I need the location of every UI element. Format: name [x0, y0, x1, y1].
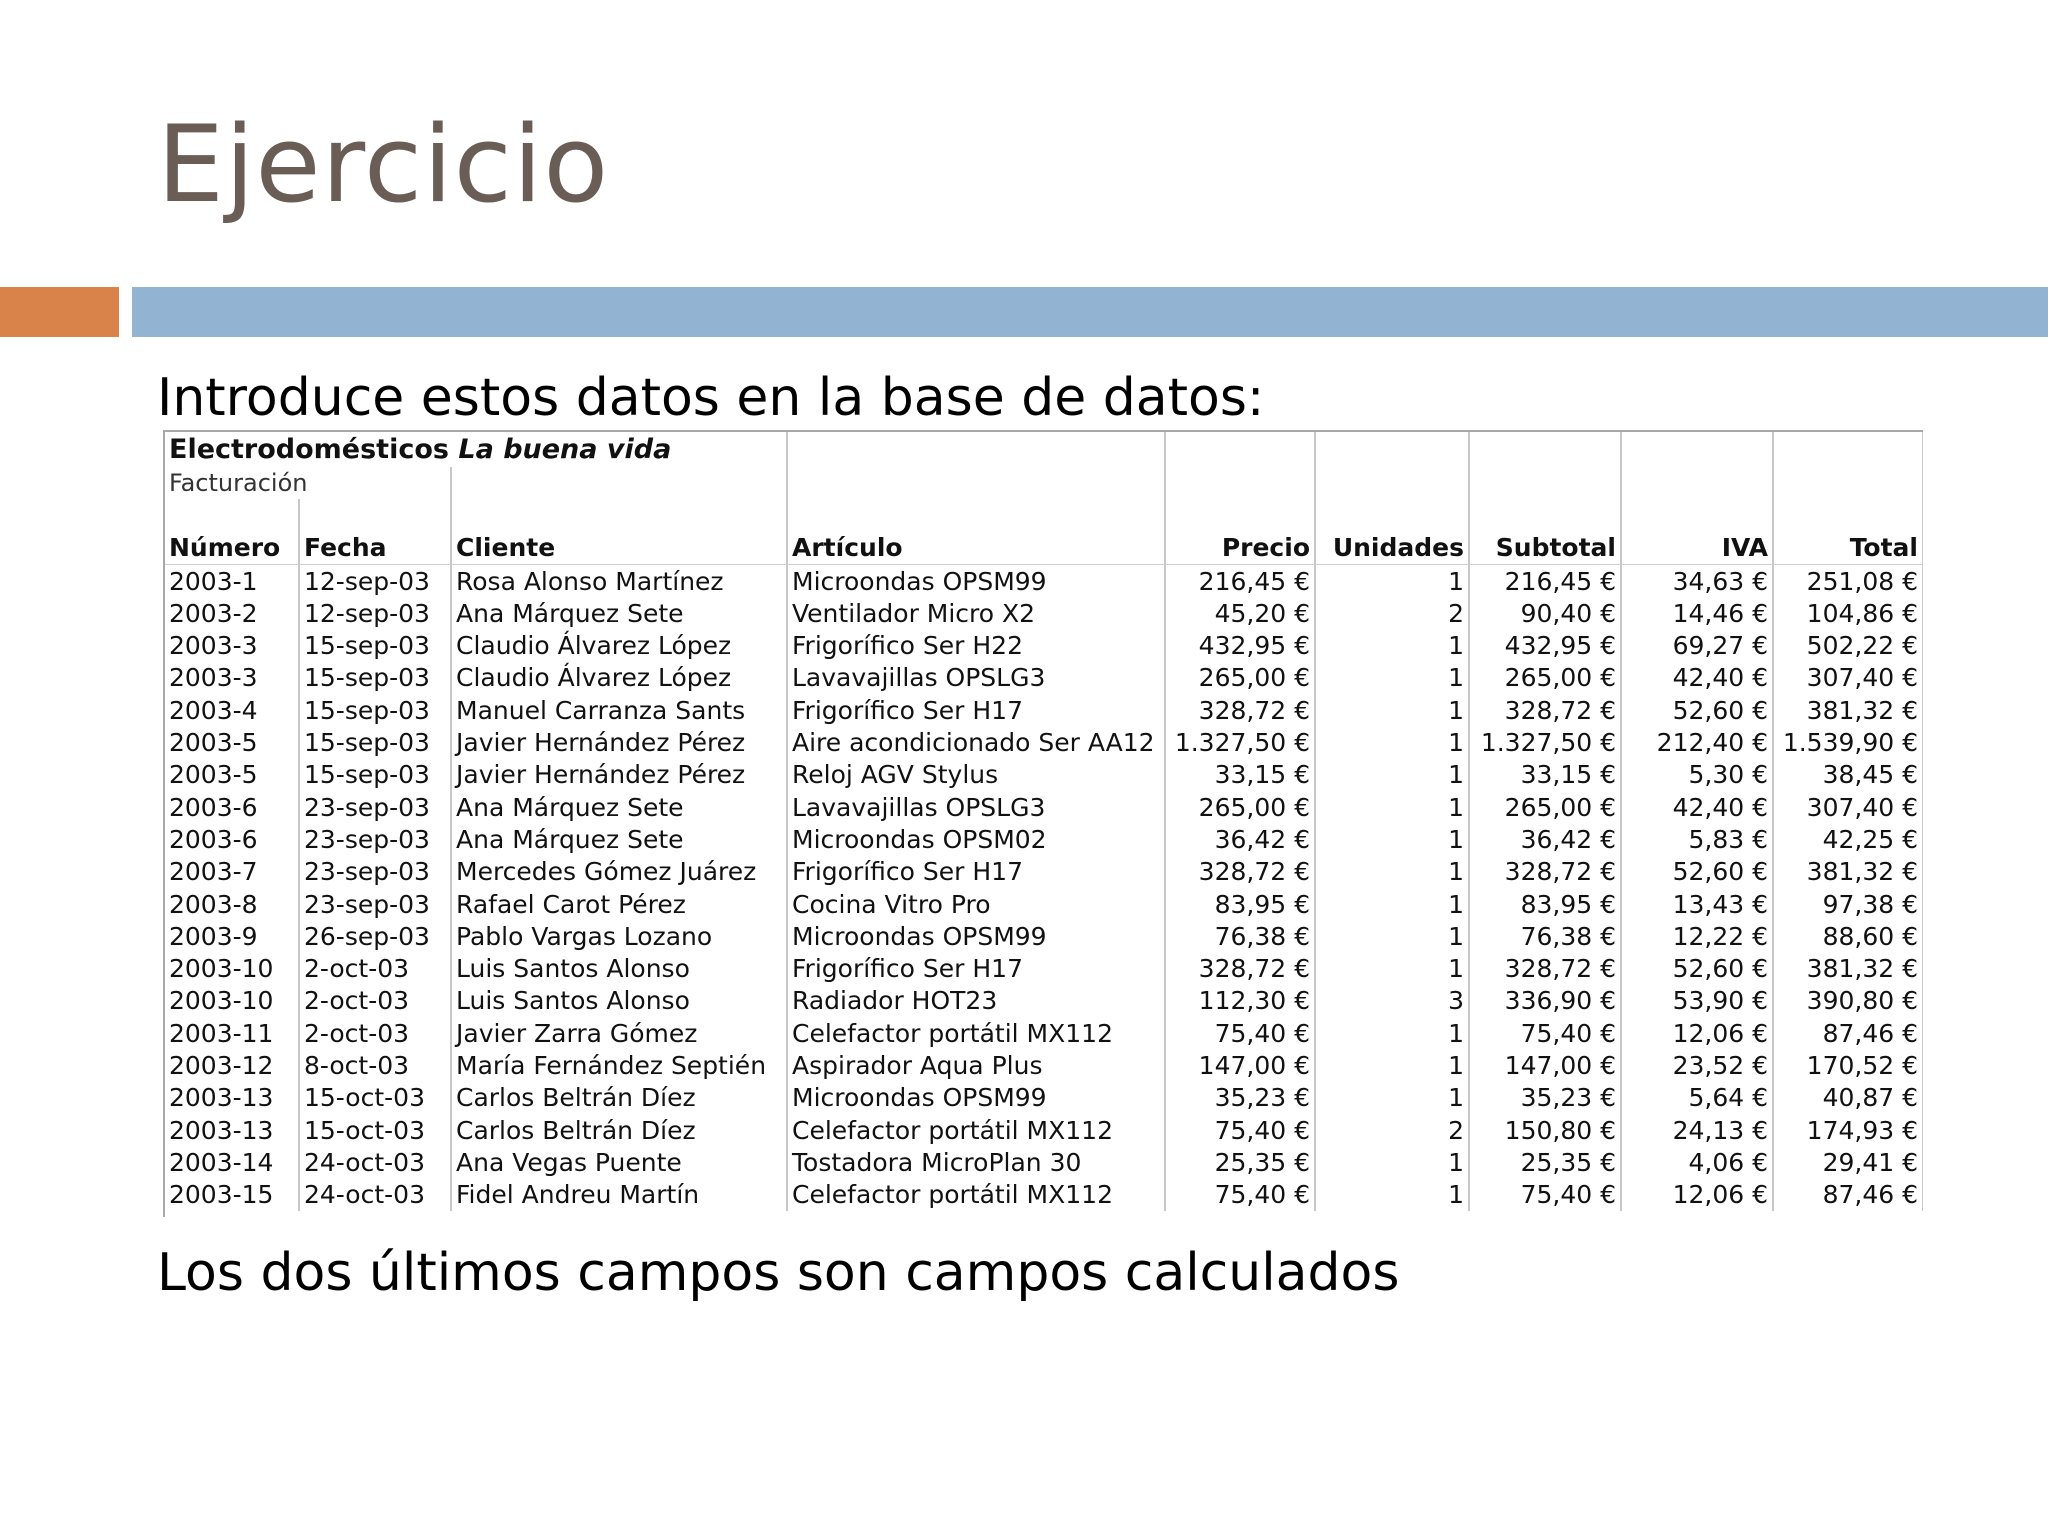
table-cell: María Fernández Septién [451, 1049, 787, 1081]
table-cell: 2003-9 [165, 920, 299, 952]
table-cell: Frigorífico Ser H17 [787, 694, 1165, 726]
table-cell: 2-oct-03 [299, 952, 451, 984]
table-row [165, 694, 1923, 726]
table-cell: Microondas OPSM99 [787, 920, 1165, 952]
table-cell: 88,60 € [1773, 920, 1923, 952]
table-cell: 104,86 € [1773, 597, 1923, 629]
table-cell: 2-oct-03 [299, 1017, 451, 1049]
table-cell: Manuel Carranza Sants [451, 694, 787, 726]
table-cell: 24-oct-03 [299, 1146, 451, 1178]
table-cell: 12-sep-03 [299, 597, 451, 629]
table-cell: 170,52 € [1773, 1049, 1923, 1081]
table-cell: 1 [1315, 662, 1469, 694]
table-cell: Claudio Álvarez López [451, 662, 787, 694]
table-cell: Javier Hernández Pérez [451, 726, 787, 758]
column-header: Fecha [299, 532, 451, 565]
table-cell: 5,30 € [1621, 759, 1773, 791]
company-row [165, 432, 1923, 467]
table-cell: Rafael Carot Pérez [451, 888, 787, 920]
table-cell: 2003-1 [165, 564, 299, 597]
spacer-row [165, 499, 1923, 531]
table-cell: 1 [1315, 791, 1469, 823]
table-cell: 15-sep-03 [299, 629, 451, 661]
table-cell: 1.539,90 € [1773, 726, 1923, 758]
table-cell: 14,46 € [1621, 597, 1773, 629]
table-row [165, 920, 1923, 952]
table-cell: 97,38 € [1773, 888, 1923, 920]
table-cell: 2003-8 [165, 888, 299, 920]
table-cell: 2003-14 [165, 1146, 299, 1178]
table-cell: 307,40 € [1773, 662, 1923, 694]
table-cell: 23-sep-03 [299, 856, 451, 888]
table-cell: 36,42 € [1165, 823, 1315, 855]
table-row [165, 629, 1923, 661]
table-cell: 2003-12 [165, 1049, 299, 1081]
table-row [165, 856, 1923, 888]
table-cell: 2003-7 [165, 856, 299, 888]
table-cell: 1 [1315, 1082, 1469, 1114]
table-cell: 52,60 € [1621, 694, 1773, 726]
table-cell: 45,20 € [1165, 597, 1315, 629]
table-cell: 1 [1315, 856, 1469, 888]
table-cell: 23-sep-03 [299, 791, 451, 823]
table-cell: 1 [1315, 1179, 1469, 1211]
table-cell: 15-oct-03 [299, 1114, 451, 1146]
table-cell: 1 [1315, 629, 1469, 661]
table-row [165, 1179, 1923, 1211]
table-cell: 1 [1315, 1049, 1469, 1081]
table-cell: 2003-15 [165, 1179, 299, 1211]
table-cell: 336,90 € [1469, 985, 1621, 1017]
table-cell: Radiador HOT23 [787, 985, 1165, 1017]
table-cell: 1 [1315, 564, 1469, 597]
table-cell: Ana Márquez Sete [451, 791, 787, 823]
table-cell: 23-sep-03 [299, 823, 451, 855]
table-cell: 2003-5 [165, 759, 299, 791]
table-cell: 2003-3 [165, 662, 299, 694]
table-cell: Frigorífico Ser H17 [787, 952, 1165, 984]
table-cell: 24-oct-03 [299, 1179, 451, 1211]
table-cell: Microondas OPSM02 [787, 823, 1165, 855]
table-cell: 328,72 € [1165, 694, 1315, 726]
table-cell: 265,00 € [1165, 662, 1315, 694]
table-cell: 40,87 € [1773, 1082, 1923, 1114]
table-row [165, 823, 1923, 855]
table-cell: 52,60 € [1621, 856, 1773, 888]
table-cell: 265,00 € [1469, 662, 1621, 694]
table-cell: 2003-10 [165, 952, 299, 984]
table-cell: 2003-6 [165, 791, 299, 823]
table-cell: 2003-4 [165, 694, 299, 726]
table-cell: 1 [1315, 1146, 1469, 1178]
table-cell: 251,08 € [1773, 564, 1923, 597]
table-cell: 1 [1315, 888, 1469, 920]
table-cell: Aire acondicionado Ser AA12 [787, 726, 1165, 758]
table-row [165, 985, 1923, 1017]
table-cell: Celefactor portátil MX112 [787, 1179, 1165, 1211]
table-cell: 2003-11 [165, 1017, 299, 1049]
table-cell: 381,32 € [1773, 856, 1923, 888]
table-cell: 3 [1315, 985, 1469, 1017]
table-cell: 150,80 € [1469, 1114, 1621, 1146]
table-cell: Claudio Álvarez López [451, 629, 787, 661]
table-cell: 2003-13 [165, 1082, 299, 1114]
table-cell: 5,64 € [1621, 1082, 1773, 1114]
table-cell: 25,35 € [1469, 1146, 1621, 1178]
table-cell: 83,95 € [1165, 888, 1315, 920]
table-cell: 34,63 € [1621, 564, 1773, 597]
table-cell: Ana Márquez Sete [451, 597, 787, 629]
table-cell: 2003-3 [165, 629, 299, 661]
table-cell: Celefactor portátil MX112 [787, 1114, 1165, 1146]
table-cell: 2003-10 [165, 985, 299, 1017]
table-cell: 13,43 € [1621, 888, 1773, 920]
slide-title: Ejercicio [157, 103, 610, 226]
table-cell: Microondas OPSM99 [787, 1082, 1165, 1114]
table-cell: 15-oct-03 [299, 1082, 451, 1114]
table-cell: 75,40 € [1165, 1179, 1315, 1211]
table-cell: 2003-5 [165, 726, 299, 758]
table-cell: 15-sep-03 [299, 694, 451, 726]
table-cell: 76,38 € [1165, 920, 1315, 952]
accent-bar-blue [132, 287, 2048, 337]
table-cell: Ana Vegas Puente [451, 1146, 787, 1178]
table-cell: 265,00 € [1469, 791, 1621, 823]
column-header: Subtotal [1469, 532, 1621, 565]
table-cell: Cocina Vitro Pro [787, 888, 1165, 920]
table-cell: 328,72 € [1165, 856, 1315, 888]
table-cell: 23-sep-03 [299, 888, 451, 920]
table-cell: Rosa Alonso Martínez [451, 564, 787, 597]
table-cell: 25,35 € [1165, 1146, 1315, 1178]
table-cell: 147,00 € [1165, 1049, 1315, 1081]
table-cell: Javier Hernández Pérez [451, 759, 787, 791]
table-cell: 12,22 € [1621, 920, 1773, 952]
table-cell: Lavavajillas OPSLG3 [787, 791, 1165, 823]
table-cell: 328,72 € [1469, 856, 1621, 888]
table-cell: Lavavajillas OPSLG3 [787, 662, 1165, 694]
table-cell: 381,32 € [1773, 694, 1923, 726]
table-cell: 265,00 € [1165, 791, 1315, 823]
sheet-subtitle: Facturación [165, 467, 451, 499]
table-cell: 1 [1315, 1017, 1469, 1049]
table-cell: 147,00 € [1469, 1049, 1621, 1081]
table-cell: 83,95 € [1469, 888, 1621, 920]
table-cell: 26-sep-03 [299, 920, 451, 952]
table-cell: 2003-2 [165, 597, 299, 629]
table-row [165, 888, 1923, 920]
intro-text: Introduce estos datos en la base de datos: [157, 368, 1265, 428]
table-cell: Ana Márquez Sete [451, 823, 787, 855]
column-header: Precio [1165, 532, 1315, 565]
table-cell: 2003-6 [165, 823, 299, 855]
column-header-row [165, 532, 1923, 565]
table-cell: 1 [1315, 952, 1469, 984]
table-cell: 53,90 € [1621, 985, 1773, 1017]
table-cell: Tostadora MicroPlan 30 [787, 1146, 1165, 1178]
table-cell: 216,45 € [1165, 564, 1315, 597]
table-cell: 35,23 € [1165, 1082, 1315, 1114]
table-cell: Aspirador Aqua Plus [787, 1049, 1165, 1081]
table-cell: 307,40 € [1773, 791, 1923, 823]
invoice-table [165, 432, 1923, 1211]
table-cell: 42,25 € [1773, 823, 1923, 855]
table-row [165, 597, 1923, 629]
table-cell: Javier Zarra Gómez [451, 1017, 787, 1049]
table-cell: 112,30 € [1165, 985, 1315, 1017]
table-cell: 328,72 € [1469, 694, 1621, 726]
table-cell: 12,06 € [1621, 1017, 1773, 1049]
table-cell: 1 [1315, 920, 1469, 952]
column-header: Total [1773, 532, 1923, 565]
table-cell: 12,06 € [1621, 1179, 1773, 1211]
table-cell: Luis Santos Alonso [451, 985, 787, 1017]
table-cell: 75,40 € [1165, 1017, 1315, 1049]
table-cell: Celefactor portátil MX112 [787, 1017, 1165, 1049]
table-cell: 15-sep-03 [299, 759, 451, 791]
spreadsheet-image [163, 430, 1923, 1217]
table-cell: 75,40 € [1469, 1179, 1621, 1211]
table-row [165, 1017, 1923, 1049]
table-cell: 390,80 € [1773, 985, 1923, 1017]
table-cell: 35,23 € [1469, 1082, 1621, 1114]
table-row [165, 1049, 1923, 1081]
table-cell: 2003-13 [165, 1114, 299, 1146]
table-cell: Frigorífico Ser H22 [787, 629, 1165, 661]
table-cell: 502,22 € [1773, 629, 1923, 661]
table-cell: Ventilador Micro X2 [787, 597, 1165, 629]
table-cell: 33,15 € [1165, 759, 1315, 791]
table-cell: 23,52 € [1621, 1049, 1773, 1081]
table-cell: 69,27 € [1621, 629, 1773, 661]
table-cell: 75,40 € [1469, 1017, 1621, 1049]
table-row [165, 952, 1923, 984]
subtitle-row [165, 467, 1923, 499]
table-cell: 5,83 € [1621, 823, 1773, 855]
table-row [165, 564, 1923, 597]
table-cell: Carlos Beltrán Díez [451, 1114, 787, 1146]
table-cell: Frigorífico Ser H17 [787, 856, 1165, 888]
table-cell: 90,40 € [1469, 597, 1621, 629]
table-row [165, 1146, 1923, 1178]
table-cell: 381,32 € [1773, 952, 1923, 984]
table-cell: 15-sep-03 [299, 662, 451, 694]
table-cell: Luis Santos Alonso [451, 952, 787, 984]
table-cell: 2 [1315, 1114, 1469, 1146]
table-cell: Fidel Andreu Martín [451, 1179, 787, 1211]
table-cell: 328,72 € [1469, 952, 1621, 984]
column-header: IVA [1621, 532, 1773, 565]
table-cell: 432,95 € [1165, 629, 1315, 661]
column-header: Unidades [1315, 532, 1469, 565]
table-cell: Carlos Beltrán Díez [451, 1082, 787, 1114]
table-cell: 1 [1315, 694, 1469, 726]
table-cell: 52,60 € [1621, 952, 1773, 984]
table-row [165, 662, 1923, 694]
table-cell: 2 [1315, 597, 1469, 629]
table-cell: 1.327,50 € [1469, 726, 1621, 758]
accent-bar-orange [0, 287, 119, 337]
column-header: Número [165, 532, 299, 565]
table-cell: 12-sep-03 [299, 564, 451, 597]
table-cell: 1 [1315, 823, 1469, 855]
table-cell: 4,06 € [1621, 1146, 1773, 1178]
table-cell: 1.327,50 € [1165, 726, 1315, 758]
footer-note: Los dos últimos campos son campos calculados [157, 1243, 1400, 1303]
table-cell: 8-oct-03 [299, 1049, 451, 1081]
table-cell: 2-oct-03 [299, 985, 451, 1017]
column-header: Artículo [787, 532, 1165, 565]
table-cell: 1 [1315, 759, 1469, 791]
table-cell: 75,40 € [1165, 1114, 1315, 1146]
table-cell: Reloj AGV Stylus [787, 759, 1165, 791]
table-row [165, 1082, 1923, 1114]
table-cell: 15-sep-03 [299, 726, 451, 758]
table-cell: 42,40 € [1621, 791, 1773, 823]
table-cell: 212,40 € [1621, 726, 1773, 758]
column-header: Cliente [451, 532, 787, 565]
table-cell: Microondas OPSM99 [787, 564, 1165, 597]
table-cell: 216,45 € [1469, 564, 1621, 597]
table-cell: 432,95 € [1469, 629, 1621, 661]
company-name: Electrodomésticos La buena vida [165, 432, 787, 467]
table-cell: 29,41 € [1773, 1146, 1923, 1178]
table-cell: 87,46 € [1773, 1179, 1923, 1211]
table-cell: 36,42 € [1469, 823, 1621, 855]
table-cell: Pablo Vargas Lozano [451, 920, 787, 952]
table-cell: 38,45 € [1773, 759, 1923, 791]
table-cell: 174,93 € [1773, 1114, 1923, 1146]
table-cell: 24,13 € [1621, 1114, 1773, 1146]
table-cell: Mercedes Gómez Juárez [451, 856, 787, 888]
table-cell: 87,46 € [1773, 1017, 1923, 1049]
table-cell: 328,72 € [1165, 952, 1315, 984]
table-row [165, 726, 1923, 758]
table-row [165, 1114, 1923, 1146]
table-row [165, 791, 1923, 823]
table-cell: 76,38 € [1469, 920, 1621, 952]
table-cell: 33,15 € [1469, 759, 1621, 791]
table-cell: 1 [1315, 726, 1469, 758]
table-row [165, 759, 1923, 791]
table-cell: 42,40 € [1621, 662, 1773, 694]
